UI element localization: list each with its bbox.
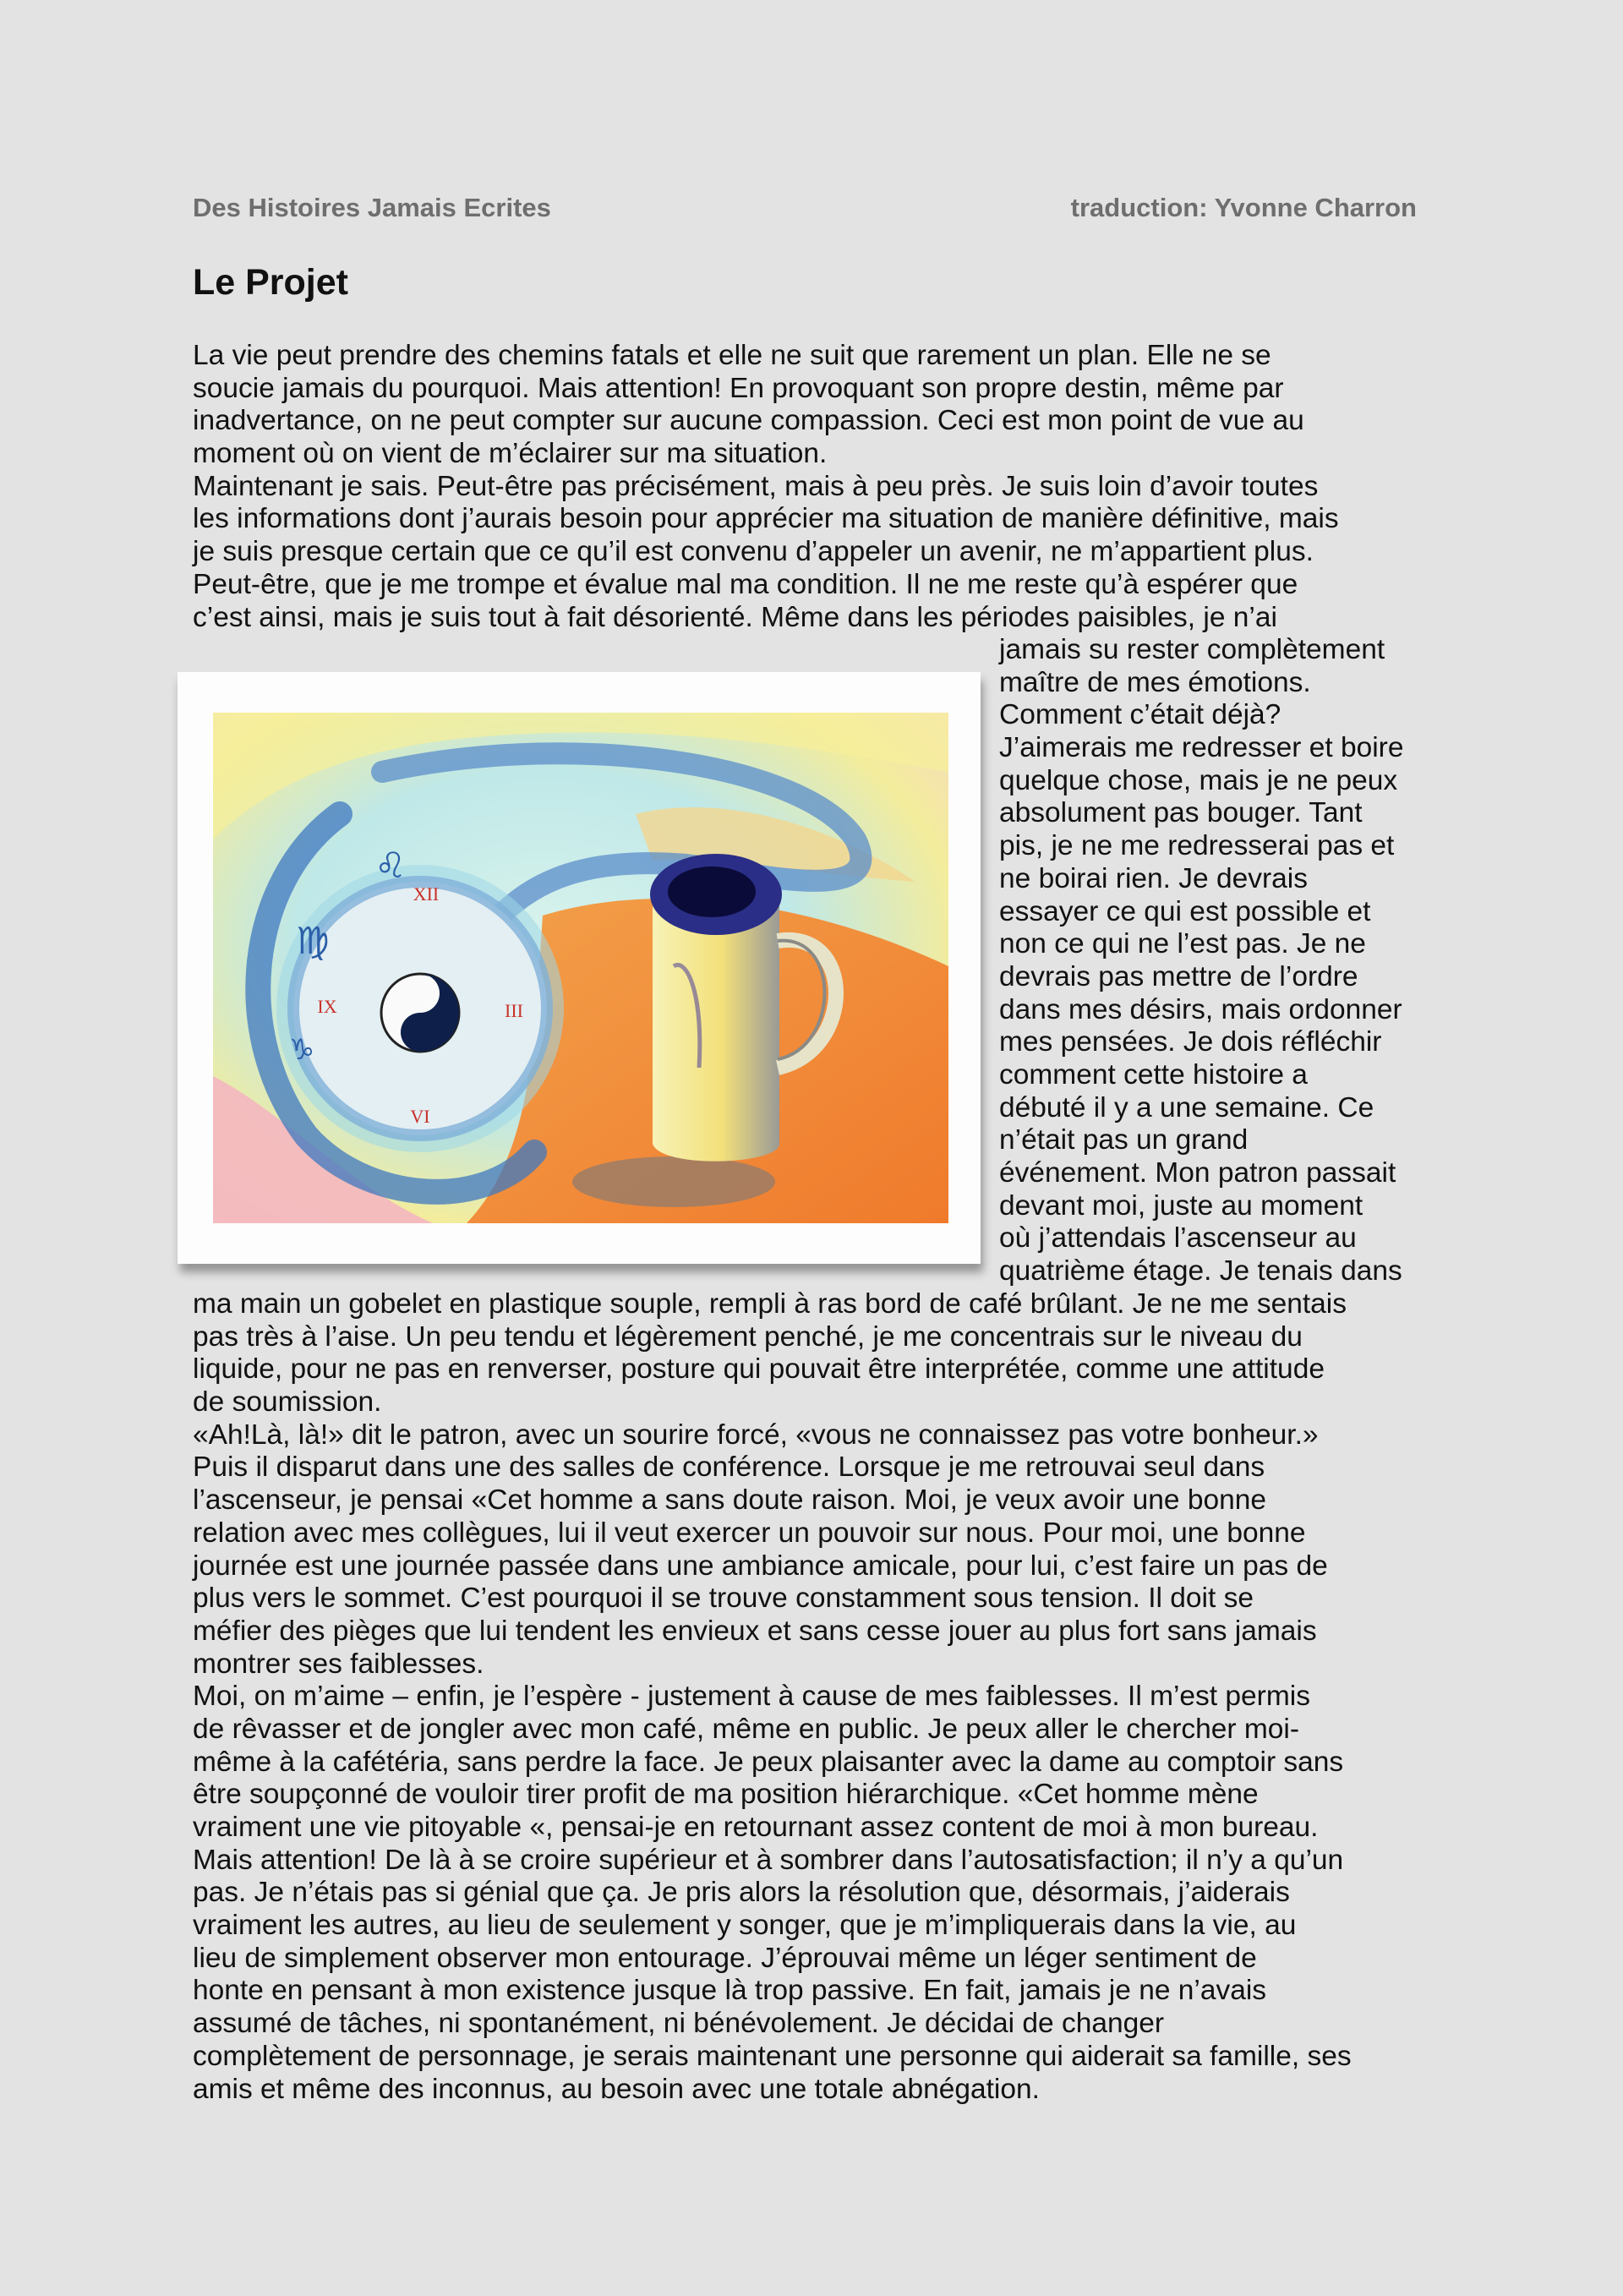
text-line: ma main un gobelet en plastique souple, rempli à ras bord de café brûlant. Je ne me sentais bbox=[193, 1288, 1347, 1320]
text-line: Moi, on m’aime – enfin, je l’espère - justement à cause de mes faiblesses. Il m’est permis bbox=[193, 1681, 1310, 1713]
wrap-text-line: devant moi, juste au moment bbox=[999, 1189, 1363, 1222]
text-line: complètement de personnage, je serais maintenant une personne qui aiderait sa famille, ses bbox=[193, 2040, 1352, 2072]
text-line: de rêvasser et de jongler avec mon café, même en public. Je peux aller le chercher moi- bbox=[193, 1713, 1300, 1745]
text-line: Maintenant je sais. Peut-être pas précisément, mais à peu près. Je suis loin d’avoir toutes bbox=[193, 470, 1319, 502]
text-line: je suis presque certain que ce qu’il est convenu d’appeler un avenir, ne m’appartient plus. bbox=[193, 536, 1314, 568]
translator-credit: traduction: Yvonne Charron bbox=[1070, 193, 1417, 222]
text-line: méfier des pièges que lui tendent les envieux et sans cesse jouer au plus fort sans jamais bbox=[193, 1615, 1317, 1647]
wrap-text-line: devrais pas mettre de l’ordre bbox=[999, 960, 1358, 992]
text-line: pas. Je n’étais pas si génial que ça. Je pris alors la résolution que, désormais, j’aiderais bbox=[193, 1877, 1290, 1909]
coffee-surface bbox=[668, 866, 756, 917]
text-line: l’ascenseur, je pensai «Cet homme a sans doute raison. Moi, je veux avoir une bonne bbox=[193, 1484, 1267, 1517]
text-line: La vie peut prendre des chemins fatals et elle ne suit que rarement un plan. Elle ne se bbox=[193, 340, 1271, 371]
document-page bbox=[193, 0, 1427, 2296]
numeral-xii: XII bbox=[413, 883, 440, 905]
story-title: Le Projet bbox=[193, 262, 348, 303]
numeral-ix: IX bbox=[317, 996, 337, 1017]
text-line: de soumission. bbox=[193, 1386, 382, 1419]
text-line: soucie jamais du pourquoi. Mais attention! En provoquant son propre destin, même par bbox=[193, 372, 1284, 404]
wrap-text-line: non ce qui ne l’est pas. Je ne bbox=[999, 928, 1366, 960]
text-line: Mais attention! De là à se croire supérieur et à sombrer dans l’autosatisfaction; il n’y a qu’un bbox=[193, 1844, 1344, 1876]
wrap-text-line: quelque chose, mais je ne peux bbox=[999, 764, 1398, 796]
numeral-vi: VI bbox=[410, 1106, 430, 1127]
text-line: Puis il disparut dans une des salles de conférence. Lorsque je me retrouvai seul dans bbox=[193, 1451, 1265, 1484]
text-line: assumé de tâches, ni spontanément, ni bénévolement. Je décidai de changer bbox=[193, 2008, 1165, 2040]
virgo-glyph-icon: ♍ bbox=[296, 920, 330, 963]
text-line: relation avec mes collègues, lui il veut exercer un pouvoir sur nous. Pour moi, une bonne bbox=[193, 1517, 1306, 1549]
text-line: liquide, pour ne pas en renverser, posture qui pouvait être interprétée, comme une attitude bbox=[193, 1353, 1325, 1386]
watercolor-illustration bbox=[213, 713, 948, 1223]
text-line: pas très à l’aise. Un peu tendu et légèrement penché, je me concentrais sur le niveau du bbox=[193, 1320, 1303, 1353]
wrap-text-line: n’était pas un grand bbox=[999, 1124, 1249, 1156]
text-line: montrer ses faiblesses. bbox=[193, 1648, 484, 1680]
paragraph-wrap-right bbox=[999, 634, 1422, 1288]
text-line: moment où on vient de m’éclairer sur ma situation. bbox=[193, 438, 828, 470]
book-title: Des Histoires Jamais Ecrites bbox=[193, 193, 551, 222]
wrap-text-line: maître de mes émotions. bbox=[999, 666, 1311, 698]
wrap-text-line: ne boirai rien. Je devrais bbox=[999, 862, 1308, 894]
wrap-text-line: mes pensées. Je dois réfléchir bbox=[999, 1026, 1382, 1058]
wrap-text-line: quatrième étage. Je tenais dans bbox=[999, 1255, 1402, 1287]
text-line: vraiment une vie pitoyable «, pensai-je en retournant assez content de moi à mon bureau. bbox=[193, 1812, 1319, 1843]
text-line: lieu de simplement observer mon entourage. J’éprouvai même un léger sentiment de bbox=[193, 1942, 1257, 1974]
text-line: honte en pensant à mon existence jusque là trop passive. En fait, jamais je ne n’avais bbox=[193, 1975, 1267, 2007]
text-line: plus vers le sommet. C’est pourquoi il se trouve constamment sous tension. Il doit se bbox=[193, 1583, 1254, 1615]
wrap-text-line: comment cette histoire a bbox=[999, 1058, 1308, 1091]
wrap-text-line: Comment c’était déjà? bbox=[999, 699, 1281, 731]
wrap-text-line: essayer ce qui est possible et bbox=[999, 895, 1371, 927]
wrap-text-line: où j’attendais l’ascenseur au bbox=[999, 1222, 1357, 1255]
wrap-text-line: J’aimerais me redresser et boire bbox=[999, 732, 1404, 764]
text-line: vraiment les autres, au lieu de seulement y songer, que je m’impliquerais dans la vie, au bbox=[193, 1910, 1297, 1942]
leo-glyph-icon: ♌ bbox=[374, 845, 407, 886]
text-line: c’est ainsi, mais je suis tout à fait désorienté. Même dans les périodes paisibles, je n’ai bbox=[193, 601, 1277, 633]
wrap-text-line: événement. Mon patron passait bbox=[999, 1157, 1396, 1189]
text-line: amis et même des inconnus, au besoin avec une totale abnégation. bbox=[193, 2073, 1040, 2105]
text-line: inadvertance, on ne peut compter sur aucune compassion. Ceci est mon point de vue au bbox=[193, 405, 1304, 437]
illustration-frame bbox=[178, 672, 981, 1264]
text-line: journée est une journée passée dans une ambiance amicale, pour lui, c’est faire un pas de bbox=[193, 1550, 1328, 1582]
wrap-text-line: pis, je ne me redresserai pas et bbox=[999, 830, 1395, 862]
numeral-iii: III bbox=[505, 1000, 523, 1021]
page-header bbox=[193, 193, 1417, 227]
text-line: Peut-être, que je me trompe et évalue mal ma condition. Il ne me reste qu’à espérer que bbox=[193, 568, 1298, 600]
wrap-text-line: jamais su rester complètement bbox=[999, 634, 1385, 665]
text-line: «Ah!Là, là!» dit le patron, avec un sourire forcé, «vous ne connaissez pas votre bonheur.» bbox=[193, 1419, 1319, 1451]
wrap-text-line: débuté il y a une semaine. Ce bbox=[999, 1091, 1374, 1123]
mug-shadow bbox=[572, 1156, 775, 1207]
capricorn-glyph-icon: ♑ bbox=[288, 1033, 315, 1067]
wrap-text-line: absolument pas bouger. Tant bbox=[999, 797, 1363, 829]
paragraph-bottom bbox=[193, 1288, 1427, 2106]
wrap-text-line: dans mes désirs, mais ordonner bbox=[999, 993, 1402, 1025]
text-line: les informations dont j’aurais besoin pour apprécier ma situation de manière définitive, mais bbox=[193, 503, 1339, 535]
text-line: être soupçonné de vouloir tirer profit de ma position hiérarchique. «Cet homme mène bbox=[193, 1779, 1259, 1811]
text-line: même à la cafétéria, sans perdre la face. Je peux plaisanter avec la dame au comptoir sans bbox=[193, 1746, 1344, 1778]
paragraph-top bbox=[193, 340, 1427, 634]
